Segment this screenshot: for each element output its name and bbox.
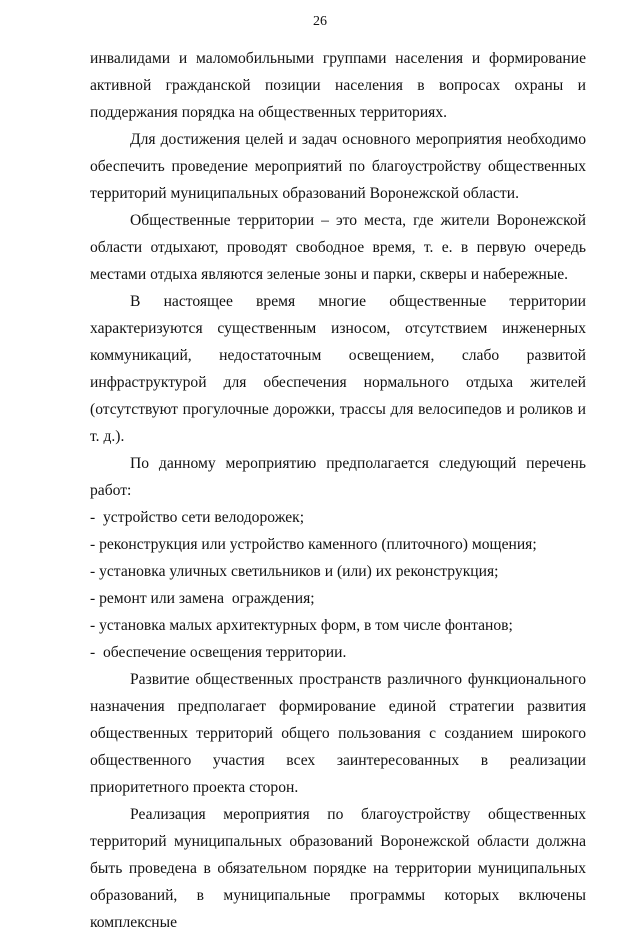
list-item: - обеспечение освещения территории. (90, 644, 347, 661)
paragraph-implementation: Реализация мероприятия по благоустройству общественных территорий муниципальных образований Воронежской области должна быть проведена в обязательном порядке на территории муниципальных образований, в муниципальные программы которых включены комплексные (90, 806, 586, 931)
list-item: - реконструкция или устройство каменного (плиточного) мощения; (90, 536, 537, 553)
paragraph-work-list-intro: По данному мероприятию предполагается следующий перечень работ: (90, 455, 586, 499)
list-item: - ремонт или замена ограждения; (90, 590, 315, 607)
paragraph-development: Развитие общественных пространств различного функционального назначения предполагает формирование единой стратегии развития общественных территорий общего пользования с созданием широкого общественного участия всех заинтересованных в реализации приоритетного проекта сторон. (90, 671, 586, 796)
paragraph-public-territories: Общественные территории – это места, где жители Воронежской области отдыхают, проводят свободное время, т. е. в первую очередь местами отдыха являются зеленые зоны и парки, скверы и набережные. (90, 212, 586, 283)
paragraph-continuation: инвалидами и маломобильными группами населения и формирование активной гражданской позиции населения в вопросах охраны и поддержания порядка на общественных территориях. (90, 50, 586, 121)
page-number: 26 (313, 14, 327, 29)
paragraph-current-state: В настоящее время многие общественные территории характеризуются существенным износом, отсутствием инженерных коммуникаций, недостаточным освещением, слабо развитой инфраструктурой для обеспечения нормального отдыха жителей (отсутствуют прогулочные дорожки, трассы для велосипедов и роликов и т. д.). (90, 293, 586, 445)
work-list (90, 504, 586, 666)
list-item: - устройство сети велодорожек; (90, 509, 305, 526)
list-item: - установка малых архитектурных форм, в том числе фонтанов; (90, 617, 513, 634)
paragraph-goals: Для достижения целей и задач основного мероприятия необходимо обеспечить проведение мероприятий по благоустройству общественных территорий муниципальных образований Воронежской области. (90, 131, 586, 202)
document-body (90, 45, 586, 936)
list-item: - установка уличных светильников и (или) их реконструкция; (90, 563, 499, 580)
